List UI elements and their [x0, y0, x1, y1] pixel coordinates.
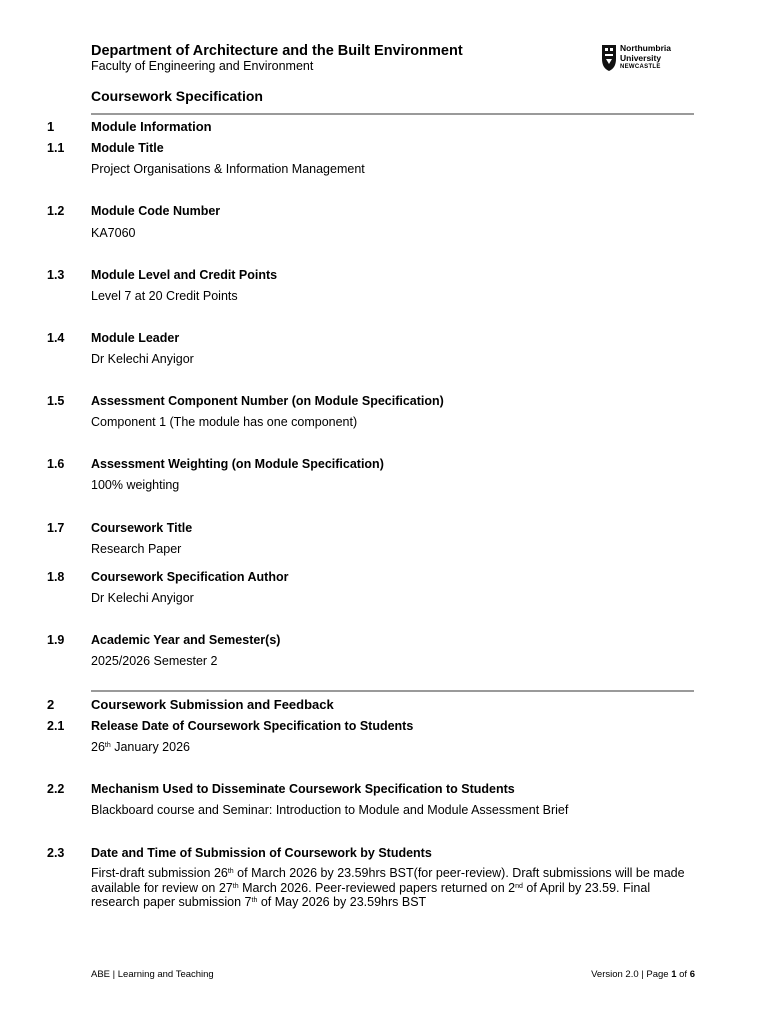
- section-1-title: Module Information: [91, 119, 212, 134]
- faculty-subtitle: Faculty of Engineering and Environment: [91, 59, 314, 73]
- item-value: Project Organisations & Information Management: [91, 162, 365, 176]
- section-2-number: 2: [47, 697, 55, 712]
- section-divider: [91, 690, 694, 692]
- footer-page-info: Version 2.0 | Page 1 of 6: [591, 969, 695, 980]
- item-label: Module Title: [91, 141, 164, 155]
- item-number: 1.3: [47, 268, 65, 282]
- section-2-title: Coursework Submission and Feedback: [91, 697, 334, 712]
- item-value: Research Paper: [91, 542, 182, 556]
- item-value: 100% weighting: [91, 478, 180, 492]
- item-label: Coursework Title: [91, 521, 193, 535]
- logo-line-2: University: [620, 52, 662, 63]
- item-value: Blackboard course and Seminar: Introduction to Module and Module Assessment Brief: [91, 803, 569, 817]
- item-label: Module Code Number: [91, 204, 221, 218]
- item-label: Date and Time of Submission of Coursework by Students: [91, 846, 432, 860]
- item-number: 1.2: [47, 204, 65, 218]
- item-number: 1.8: [47, 570, 65, 584]
- item-value: 2025/2026 Semester 2: [91, 654, 218, 668]
- item-value: Dr Kelechi Anyigor: [91, 352, 194, 366]
- document-title: Coursework Specification: [91, 88, 263, 104]
- footer-left: ABE | Learning and Teaching: [91, 969, 214, 980]
- item-value: Dr Kelechi Anyigor: [91, 591, 194, 605]
- item-value: Level 7 at 20 Credit Points: [91, 289, 238, 303]
- item-number: 2.2: [47, 782, 65, 796]
- item-number: 2.1: [47, 719, 65, 733]
- item-label: Release Date of Coursework Specification to Students: [91, 719, 414, 733]
- item-number: 2.3: [47, 846, 65, 860]
- item-value: Component 1 (The module has one component): [91, 415, 358, 429]
- item-number: 1.6: [47, 457, 65, 471]
- item-value: 26th January 2026: [91, 740, 190, 754]
- item-label: Coursework Specification Author: [91, 570, 289, 584]
- item-value-paragraph: First-draft submission 26th of March 2026 by 23.59hrs BST(for peer-review). Draft submissions will be made available for review on 27th March 2026. Peer-reviewed papers returned on 2nd of April by 23.59. Final research paper submission 7th of May 2026 by 23.59hrs BST: [91, 866, 685, 909]
- item-number: 1.9: [47, 633, 65, 647]
- crest-icon: [601, 44, 617, 72]
- item-label: Assessment Component Number (on Module Specification): [91, 394, 444, 408]
- section-1-number: 1: [47, 119, 55, 134]
- item-number: 1.5: [47, 394, 65, 408]
- section-divider: [91, 113, 694, 115]
- item-label: Assessment Weighting (on Module Specification): [91, 457, 384, 471]
- item-number: 1.1: [47, 141, 65, 155]
- logo-line-3: NEWCASTLE: [620, 64, 661, 70]
- item-number: 1.7: [47, 521, 65, 535]
- item-label: Module Level and Credit Points: [91, 268, 278, 282]
- department-title: Department of Architecture and the Built Environment: [91, 43, 463, 59]
- item-number: 1.4: [47, 331, 65, 345]
- item-label: Module Leader: [91, 331, 180, 345]
- item-label: Mechanism Used to Disseminate Coursework Specification to Students: [91, 782, 515, 796]
- university-logo: [601, 44, 697, 74]
- item-value: KA7060: [91, 226, 136, 240]
- logo-line-1: Northumbria: [620, 43, 671, 53]
- item-label: Academic Year and Semester(s): [91, 633, 281, 647]
